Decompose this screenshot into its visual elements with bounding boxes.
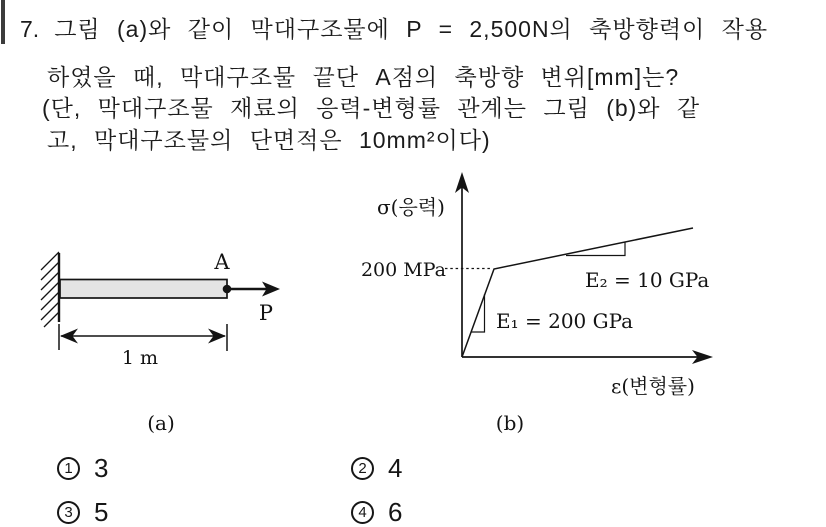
question-text-1: 그림 (a)와 같이 막대구조물에 P = 2,500N의 축방향력이 작용: [54, 16, 769, 42]
choice-3-value: 5: [94, 497, 109, 527]
x-axis-label: ε(변형률): [611, 374, 695, 398]
choice-4-marker[interactable]: 4: [351, 501, 374, 524]
length-label: 1 m: [121, 347, 159, 369]
choice-3[interactable]: [57, 499, 108, 525]
figure-b: [361, 172, 713, 435]
choice-1[interactable]: [57, 455, 108, 481]
question-line-3: (단, 막대구조물 재료의 응력-변형률 관계는 그림 (b)와 같: [42, 95, 701, 121]
choice-2[interactable]: [351, 455, 402, 481]
question-line-1: [20, 15, 768, 44]
wall-hatch-lines: [41, 252, 59, 327]
figure-b-caption: (b): [495, 411, 525, 435]
choice-1-marker[interactable]: 1: [57, 457, 80, 480]
question-line-4: 고, 막대구조물의 단면적은 10mm²이다): [47, 127, 491, 153]
choice-2-marker[interactable]: 2: [351, 457, 374, 480]
question-number: 7.: [20, 16, 40, 42]
figures-svg: [0, 170, 826, 452]
choice-4-value: 6: [388, 497, 403, 527]
figure-a-caption: (a): [147, 411, 175, 435]
point-a-label: A: [214, 250, 230, 274]
choice-2-value: 4: [388, 453, 403, 483]
stress-strain-curve: [462, 228, 693, 357]
modulus-e1-label: E₁ = 200 GPa: [496, 309, 634, 333]
bar-rect: [60, 280, 227, 299]
yield-stress-label: 200 MPa: [360, 259, 446, 281]
choice-1-value: 3: [94, 453, 109, 483]
modulus-e2-label: E₂ = 10 GPa: [585, 268, 710, 292]
choice-4[interactable]: [351, 499, 402, 525]
choice-3-marker[interactable]: 3: [57, 501, 80, 524]
question-line-2: 하였을 때, 막대구조물 끝단 A점의 축방향 변위[mm]는?: [47, 64, 680, 90]
y-axis-label: σ(응력): [377, 195, 445, 219]
force-p-label: P: [258, 301, 274, 325]
figure-a: [41, 250, 280, 435]
left-border-mark: [1, 0, 5, 44]
